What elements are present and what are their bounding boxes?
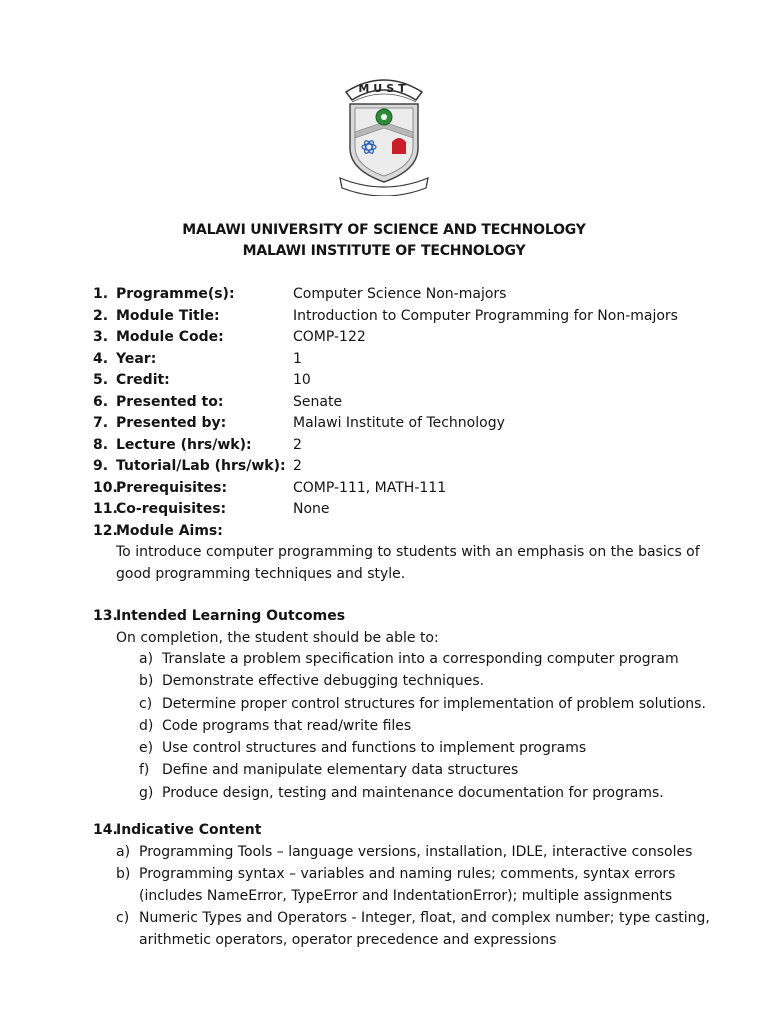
field-label: Module Code: [116,329,224,345]
field-label: Presented to: [116,393,224,410]
field-row-tutorial-hours: 9. Tutorial/Lab (hrs/wk): 2 [93,456,733,478]
field-row-presented-to: 6. Presented to: Senate [93,392,733,414]
field-label: Tutorial/Lab (hrs/wk): [116,458,286,474]
field-value: Computer Science Non-majors [293,286,507,302]
list-item: a) Programming Tools – language versions, installation, IDLE, interactive consoles [116,844,693,860]
field-row-prerequisites: 10. Prerequisites: COMP-111, MATH-111 [93,478,733,500]
learning-outcomes-intro: On completion, the student should be able to: [116,630,439,646]
field-row-module-code: 3. Module Code: COMP-122 [93,327,733,349]
field-value: Introduction to Computer Programming for Non-majors [293,307,678,324]
university-name: MALAWI UNIVERSITY OF SCIENCE AND TECHNOLOGY [182,222,586,238]
field-row-presented-by: 7. Presented by: Malawi Institute of Technology [93,413,733,435]
list-item: c) Determine proper control structures for implementation of problem solutions. [139,695,706,712]
field-row-module-aims: 12. Module Aims: [93,521,733,543]
field-row-lecture-hours: 8. Lecture (hrs/wk): 2 [93,435,733,457]
indicative-content-list [116,841,716,951]
list-item: b) Programming syntax – variables and naming rules; comments, syntax errors (includes NameError, TypeError and IndentationError); multiple assignments [116,866,676,904]
section-title-indicative-content: 14.Indicative Content [93,822,262,838]
field-label: Co-requisites: [116,501,227,517]
field-label: Credit: [116,372,170,388]
field-value: 2 [293,458,302,474]
field-row-module-title: 2. Module Title: Introduction to Computer Programming for Non-majors [93,306,733,328]
field-label: Programme(s): [116,286,235,302]
university-crest-logo [336,70,432,196]
field-row-credit: 5. Credit: 10 [93,370,733,392]
field-value: Malawi Institute of Technology [293,415,505,431]
list-item: f) Define and manipulate elementary data structures [139,762,519,779]
field-label: Module Aims: [116,522,223,539]
module-aims-text: To introduce computer programming to students with an emphasis on the basics of good programming techniques and style. [116,544,700,582]
field-value: Senate [293,393,343,410]
module-fields [93,284,733,542]
field-value: 1 [293,350,302,367]
field-label: Year: [116,350,157,367]
list-item: a) Translate a problem specification into a corresponding computer program [139,651,679,667]
field-row-year: 4. Year: 1 [93,349,733,371]
field-value: 10 [293,372,311,388]
svg-text:MUST: MUST [358,82,410,95]
learning-outcomes-list [139,648,739,804]
field-label: Prerequisites: [116,479,228,496]
list-item: g) Produce design, testing and maintenance documentation for programs. [139,784,664,801]
field-value: 2 [293,436,302,453]
field-label: Module Title: [116,307,220,324]
list-item: c) Numeric Types and Operators - Integer, float, and complex number; type casting, arithmetic operators, operator precedence and expressions [116,910,710,948]
list-item: d) Code programs that read/write files [139,717,412,734]
list-item: b) Demonstrate effective debugging techniques. [139,673,485,690]
field-value: None [293,501,330,517]
institute-name: MALAWI INSTITUTE OF TECHNOLOGY [242,243,526,259]
list-item: e) Use control structures and functions to implement programs [139,740,587,757]
field-value: COMP-122 [293,329,366,345]
field-row-corequisites: 11. Co-requisites: None [93,499,733,521]
field-row-programmes: 1. Programme(s): Computer Science Non-majors [93,284,733,306]
field-value: COMP-111, MATH-111 [293,479,447,496]
field-label: Presented by: [116,415,227,431]
section-title-learning-outcomes: 13.Intended Learning Outcomes [93,608,346,624]
field-label: Lecture (hrs/wk): [116,436,252,453]
